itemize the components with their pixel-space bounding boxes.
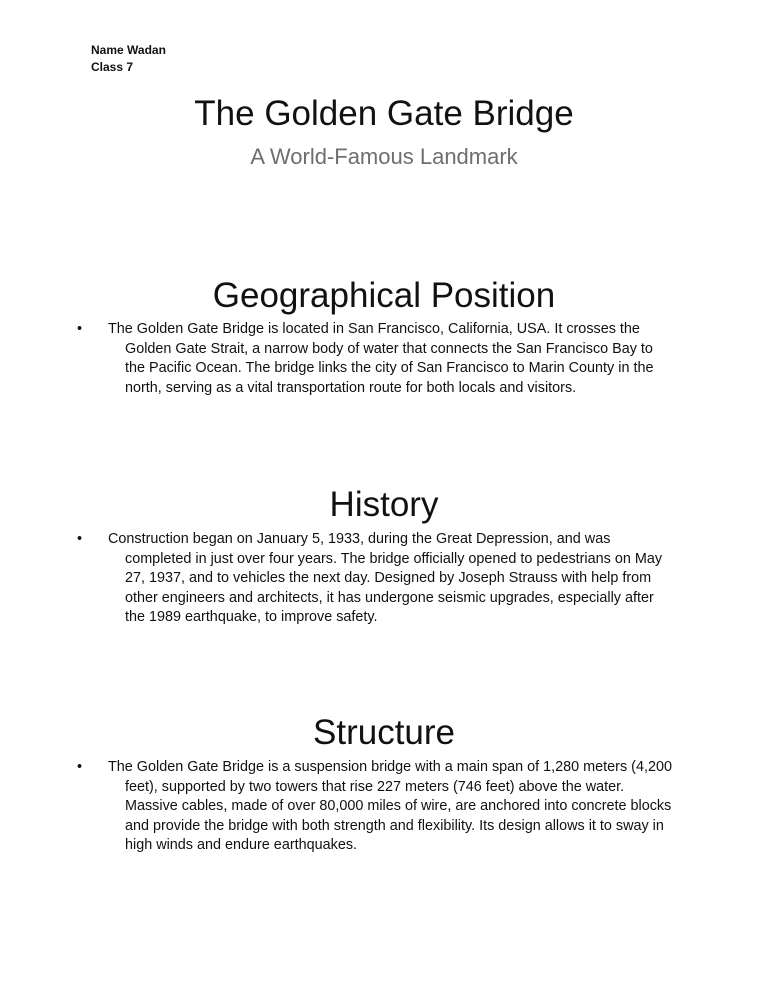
student-info	[91, 42, 166, 76]
section-heading-geographical-position: Geographical Position	[212, 276, 556, 315]
bullet-icon: •	[77, 531, 83, 547]
section-body-geographical-position	[77, 320, 676, 398]
student-name: Name Wadan	[91, 43, 166, 57]
paragraph-text: The Golden Gate Bridge is located in San Francisco, California, USA. It crosses the Golden Gate Strait, a narrow body of water that connects the San Francisco Bay to the Pacific Ocean. The bridge links the city of San Francisco to Marin County in the north, serving as a vital transportation route for both locals and visitors.	[108, 321, 654, 396]
section-heading-history: History	[329, 485, 439, 524]
paragraph-text: The Golden Gate Bridge is a suspension bridge with a main span of 1,280 meters (4,200 feet), supported by two towers that rise 227 meters (746 feet) above the water. Massive cables, made of over 80,000 miles of wire, are anchored into concrete blocks and provide the bridge with both strength and flexibility. Its design allows it to sway in high winds and endure earthquakes.	[108, 759, 672, 853]
section-heading-structure: Structure	[313, 713, 455, 752]
document-title: The Golden Gate Bridge	[194, 94, 574, 133]
section-body-structure	[77, 758, 676, 856]
student-class: Class 7	[91, 60, 134, 74]
bullet-icon: •	[77, 759, 83, 775]
bullet-icon: •	[77, 321, 83, 337]
bullet-paragraph	[77, 530, 676, 628]
bullet-paragraph	[77, 320, 676, 398]
section-body-history	[77, 530, 676, 628]
document-subtitle: A World-Famous Landmark	[250, 144, 518, 169]
paragraph-text: Construction began on January 5, 1933, during the Great Depression, and was completed in just over four years. The bridge officially opened to pedestrians on May 27, 1937, and to vehicles the next day. Designed by Joseph Strauss with help from other engineers and architects, it has undergone seismic upgrades, especially after the 1989 earthquake, to improve safety.	[108, 531, 663, 625]
bullet-paragraph	[77, 758, 676, 856]
